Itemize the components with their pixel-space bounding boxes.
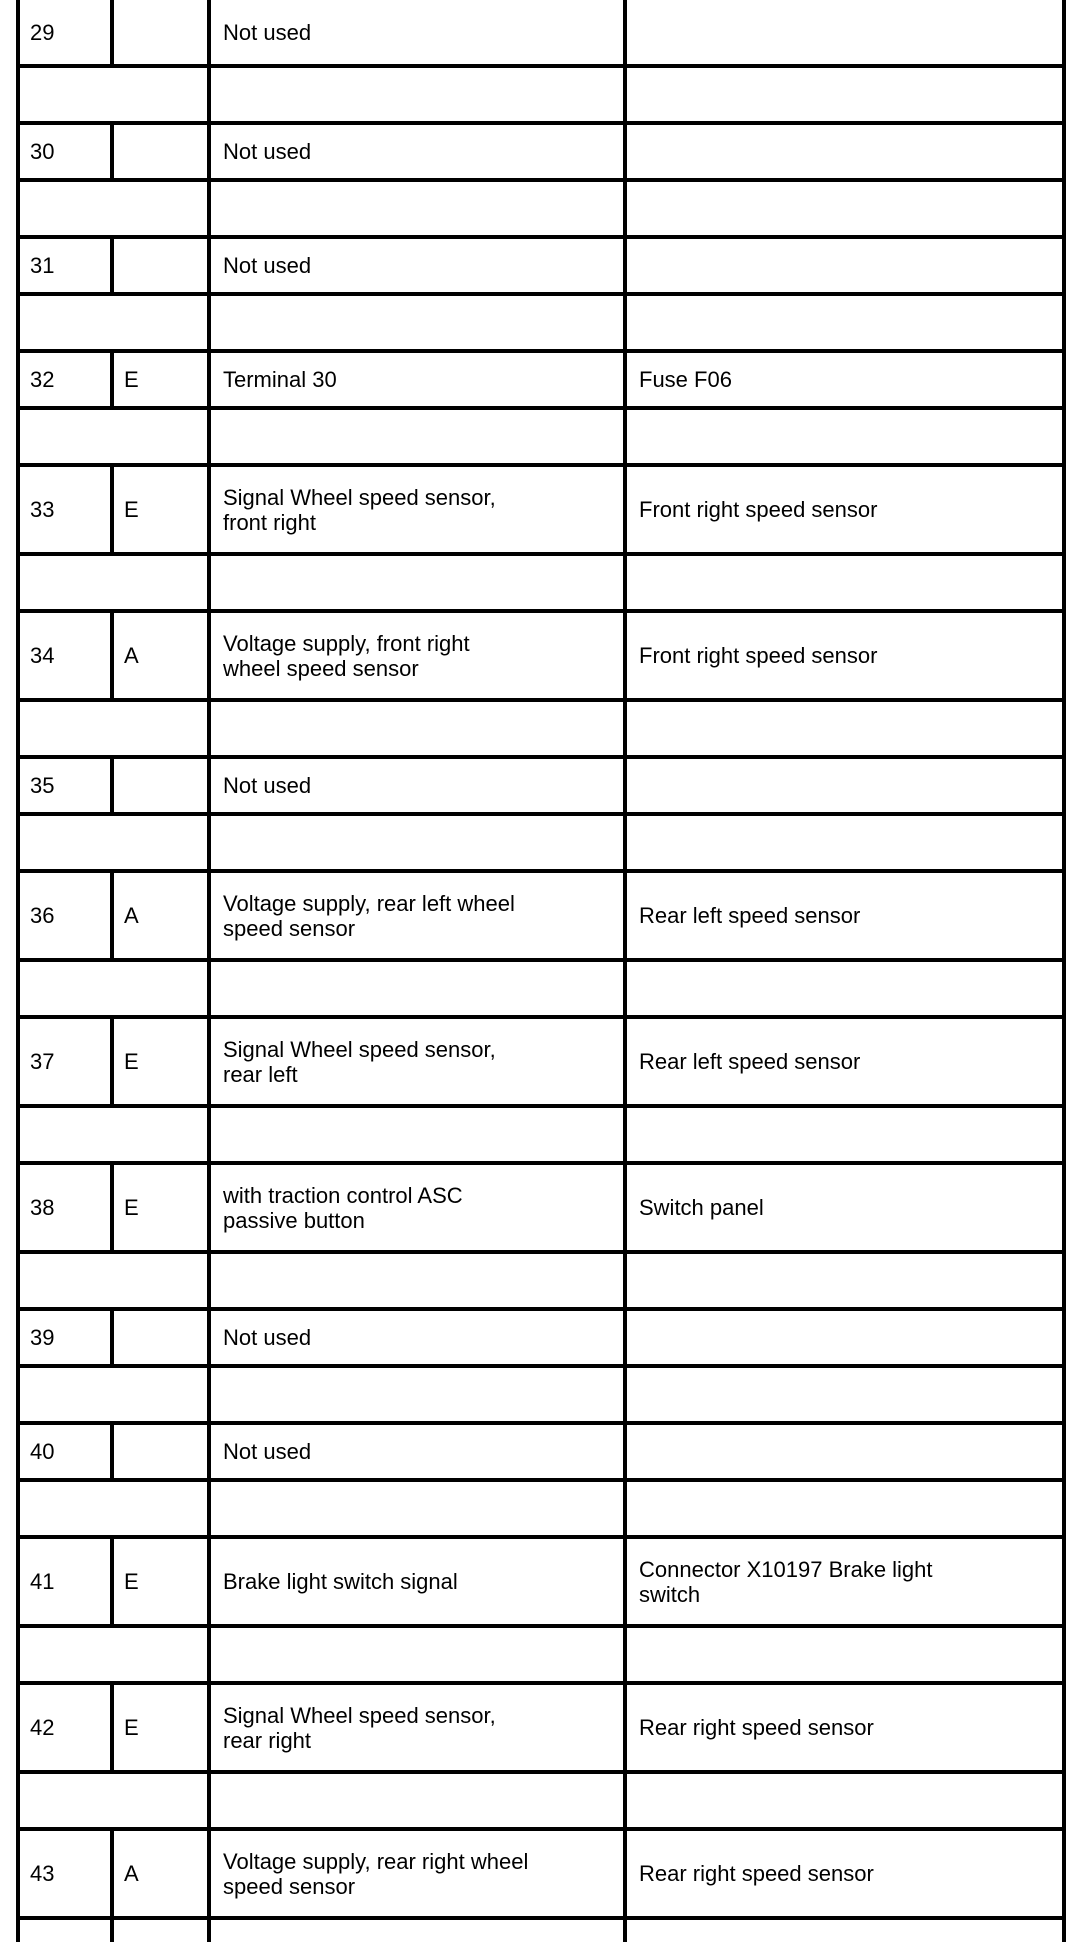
pin-destination: Front right speed sensor: [623, 467, 1066, 552]
spacer-cell: [207, 410, 623, 463]
pin-destination: Rear right speed sensor: [623, 1685, 1066, 1770]
spacer-row: [16, 962, 1066, 1019]
pin-assignment-table: [16, 0, 1066, 1942]
spacer-cell: [16, 296, 207, 349]
spacer-cell: [16, 702, 207, 755]
table-row: [16, 125, 1066, 182]
table-row: [16, 353, 1066, 410]
spacer-cell: [207, 68, 623, 121]
spacer-cell: [207, 182, 623, 235]
spacer-cell: [207, 1774, 623, 1827]
pin-destination: Connector X10197 Brake light switch: [623, 1539, 1066, 1624]
continuation-cell: [623, 1920, 1066, 1942]
signal-type: E: [110, 1685, 207, 1770]
pin-destination: [623, 125, 1066, 178]
spacer-cell: [16, 962, 207, 1015]
pin-destination: Fuse F06: [623, 353, 1066, 406]
spacer-row: [16, 1254, 1066, 1311]
spacer-cell: [16, 1254, 207, 1307]
pin-number: 36: [16, 873, 110, 958]
signal-type: E: [110, 1019, 207, 1104]
spacer-cell: [16, 556, 207, 609]
pin-number: 33: [16, 467, 110, 552]
signal-type: A: [110, 873, 207, 958]
spacer-cell: [16, 1774, 207, 1827]
pin-destination: Rear right speed sensor: [623, 1831, 1066, 1916]
pin-number: 34: [16, 613, 110, 698]
spacer-row: [16, 1482, 1066, 1539]
spacer-cell: [207, 816, 623, 869]
spacer-cell: [623, 556, 1066, 609]
spacer-cell: [16, 1368, 207, 1421]
spacer-cell: [623, 1774, 1066, 1827]
spacer-cell: [623, 182, 1066, 235]
spacer-row: [16, 1628, 1066, 1685]
spacer-cell: [623, 410, 1066, 463]
pin-description: Not used: [207, 0, 623, 64]
pin-destination: Switch panel: [623, 1165, 1066, 1250]
continuation-cell: [16, 1920, 110, 1942]
table-row: [16, 873, 1066, 962]
table-row: [16, 1165, 1066, 1254]
pin-number: 29: [16, 0, 110, 64]
pin-description: Signal Wheel speed sensor, rear right: [207, 1685, 623, 1770]
spacer-cell: [16, 1628, 207, 1681]
pin-description: Not used: [207, 759, 623, 812]
signal-type: [110, 1425, 207, 1478]
pin-description: Signal Wheel speed sensor, front right: [207, 467, 623, 552]
table-row: [16, 0, 1066, 68]
table-row: [16, 1685, 1066, 1774]
spacer-row: [16, 1368, 1066, 1425]
spacer-cell: [623, 1108, 1066, 1161]
spacer-cell: [207, 1108, 623, 1161]
pin-number: 31: [16, 239, 110, 292]
pin-number: 30: [16, 125, 110, 178]
spacer-cell: [623, 1368, 1066, 1421]
signal-type: E: [110, 1539, 207, 1624]
spacer-cell: [16, 1482, 207, 1535]
spacer-cell: [623, 68, 1066, 121]
signal-type: E: [110, 353, 207, 406]
signal-type: A: [110, 613, 207, 698]
spacer-cell: [623, 1254, 1066, 1307]
signal-type: [110, 759, 207, 812]
pin-description: Not used: [207, 1311, 623, 1364]
pin-destination: [623, 1425, 1066, 1478]
spacer-cell: [207, 556, 623, 609]
table-row: [16, 467, 1066, 556]
spacer-cell: [623, 702, 1066, 755]
pin-destination: Rear left speed sensor: [623, 873, 1066, 958]
pin-description: Voltage supply, front right wheel speed sensor: [207, 613, 623, 698]
pin-destination: [623, 239, 1066, 292]
spacer-cell: [623, 962, 1066, 1015]
signal-type: [110, 239, 207, 292]
spacer-cell: [207, 296, 623, 349]
spacer-cell: [207, 1628, 623, 1681]
spacer-cell: [623, 1482, 1066, 1535]
signal-type: [110, 125, 207, 178]
spacer-cell: [207, 1368, 623, 1421]
table-row: [16, 239, 1066, 296]
spacer-row: [16, 68, 1066, 125]
pin-description: Not used: [207, 1425, 623, 1478]
pin-description: Voltage supply, rear right wheel speed sensor: [207, 1831, 623, 1916]
table-row: [16, 1311, 1066, 1368]
spacer-cell: [207, 1254, 623, 1307]
spacer-cell: [207, 1482, 623, 1535]
pin-number: 38: [16, 1165, 110, 1250]
pin-description: Not used: [207, 239, 623, 292]
spacer-cell: [16, 68, 207, 121]
continuation-cell: [207, 1920, 623, 1942]
pin-destination: [623, 1311, 1066, 1364]
spacer-cell: [16, 816, 207, 869]
table-row: [16, 1425, 1066, 1482]
signal-type: [110, 1311, 207, 1364]
table-row: [16, 759, 1066, 816]
pin-description: with traction control ASC passive button: [207, 1165, 623, 1250]
pin-number: 41: [16, 1539, 110, 1624]
pin-description: Voltage supply, rear left wheel speed sensor: [207, 873, 623, 958]
pin-description: Terminal 30: [207, 353, 623, 406]
spacer-cell: [207, 962, 623, 1015]
pin-number: 42: [16, 1685, 110, 1770]
spacer-row: [16, 816, 1066, 873]
spacer-cell: [623, 816, 1066, 869]
spacer-row: [16, 182, 1066, 239]
table-row: [16, 1831, 1066, 1920]
pin-number: 35: [16, 759, 110, 812]
spacer-cell: [16, 1108, 207, 1161]
spacer-row: [16, 1108, 1066, 1165]
spacer-row: [16, 1774, 1066, 1831]
signal-type: A: [110, 1831, 207, 1916]
pin-number: 37: [16, 1019, 110, 1104]
pin-number: 39: [16, 1311, 110, 1364]
signal-type: E: [110, 1165, 207, 1250]
table-continuation: [16, 1920, 1066, 1942]
pin-description: Signal Wheel speed sensor, rear left: [207, 1019, 623, 1104]
pin-destination: Front right speed sensor: [623, 613, 1066, 698]
pin-destination: [623, 759, 1066, 812]
continuation-cell: [110, 1920, 207, 1942]
spacer-cell: [207, 702, 623, 755]
signal-type: [110, 0, 207, 64]
spacer-cell: [623, 296, 1066, 349]
pin-number: 40: [16, 1425, 110, 1478]
spacer-row: [16, 702, 1066, 759]
spacer-row: [16, 556, 1066, 613]
spacer-row: [16, 296, 1066, 353]
pin-number: 32: [16, 353, 110, 406]
spacer-cell: [623, 1628, 1066, 1681]
pin-number: 43: [16, 1831, 110, 1916]
spacer-row: [16, 410, 1066, 467]
pin-description: Brake light switch signal: [207, 1539, 623, 1624]
pin-description: Not used: [207, 125, 623, 178]
pin-destination: [623, 0, 1066, 64]
spacer-cell: [16, 182, 207, 235]
table-row: [16, 613, 1066, 702]
spacer-cell: [16, 410, 207, 463]
table-row: [16, 1019, 1066, 1108]
signal-type: E: [110, 467, 207, 552]
pin-destination: Rear left speed sensor: [623, 1019, 1066, 1104]
table-row: [16, 1539, 1066, 1628]
